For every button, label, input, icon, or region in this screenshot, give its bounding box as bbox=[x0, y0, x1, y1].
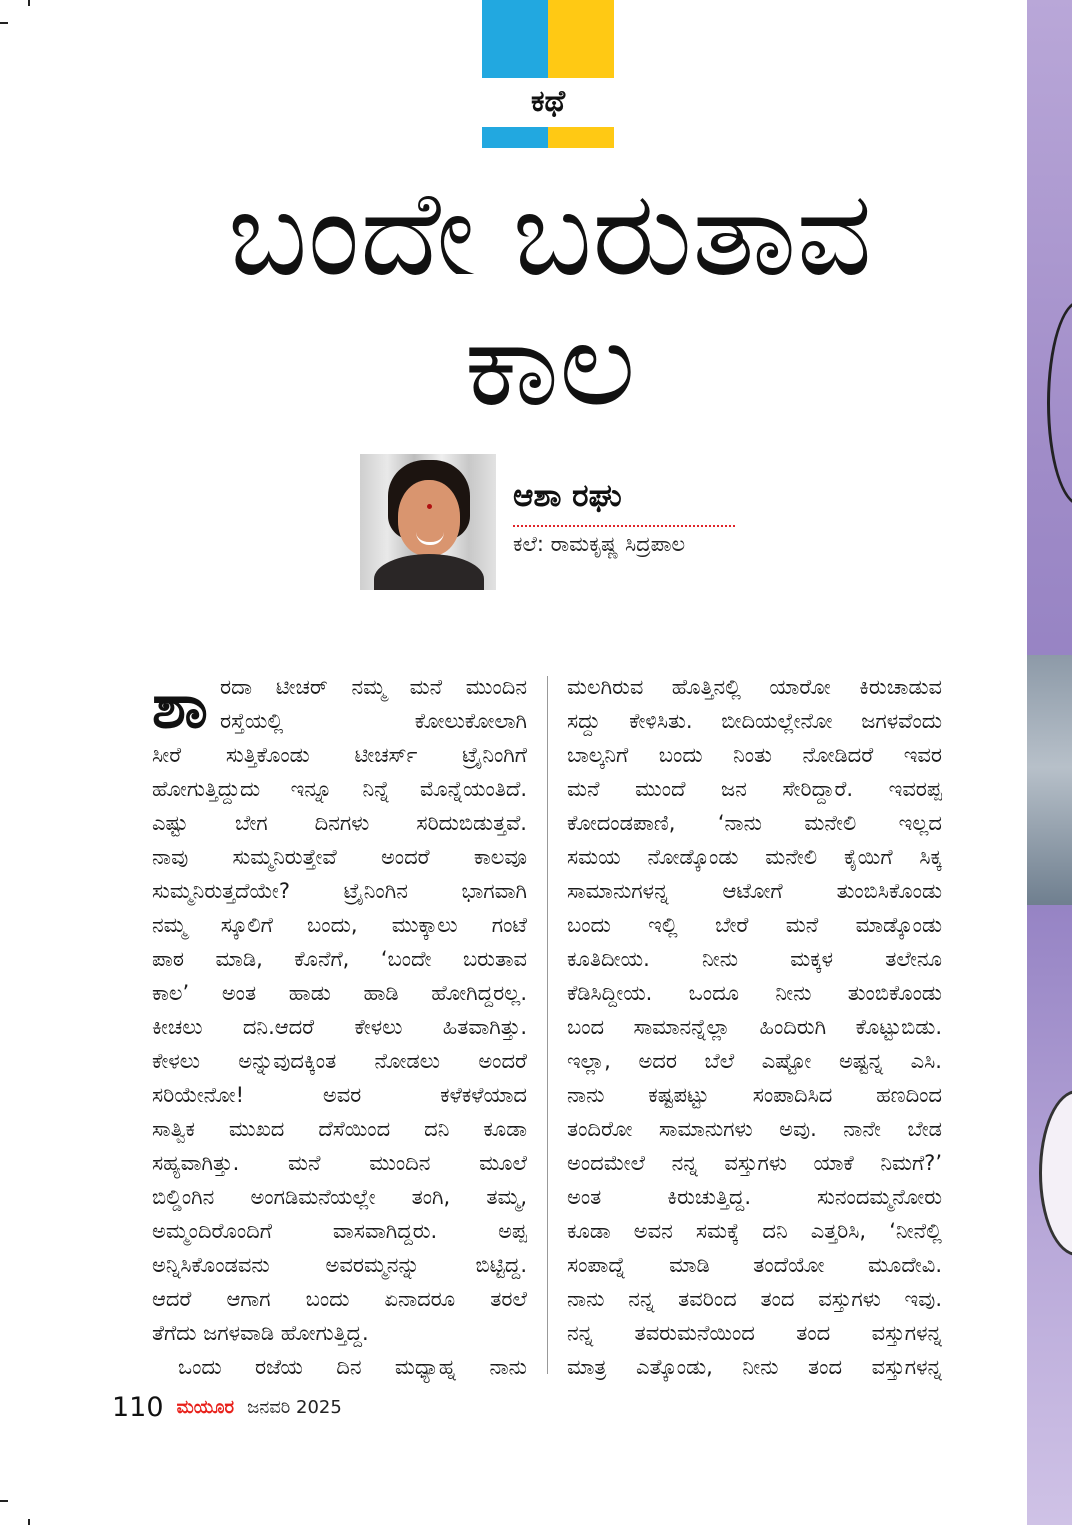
article-line: ಬಂದು ಇಲ್ಲಿ ಬೇರೆ ಮನೆ ಮಾಡ್ಕೊಂಡು bbox=[567, 913, 942, 937]
article-line: ಬಾಲ್ಕನಿಗೆ ಬಂದು ನಿಂತು ನೋಡಿದರೆ ಇವರ bbox=[567, 743, 942, 767]
article-line: ನನ್ನ ತವರುಮನೆಯಿಂದ ತಂದ ವಸ್ತುಗಳನ್ನ bbox=[567, 1321, 942, 1345]
article-line: ರಸ್ತೆಯಲ್ಲಿ ಕೋಲುಕೋಲಾಗಿ bbox=[220, 709, 527, 733]
article-line: ಸುಮ್ಮನಿರುತ್ತದೆಯೇ? ಟ್ರೈನಿಂಗಿನ ಭಾಗವಾಗಿ bbox=[152, 879, 527, 903]
section-label: ಕಥೆ bbox=[530, 84, 566, 119]
article-line: ಮನೆ ಮುಂದೆ ಜನ ಸೇರಿದ್ದಾರೆ. ಇವರಪ್ಪ bbox=[567, 777, 942, 801]
logo-yellow-block bbox=[548, 0, 614, 78]
author-photo bbox=[360, 454, 496, 590]
story-title-line-2: ಕಾಲ bbox=[464, 294, 636, 432]
illustration-curve bbox=[1047, 300, 1072, 506]
illustration-curve-lower bbox=[1039, 1090, 1072, 1256]
article-line: ಹೋಗುತ್ತಿದ್ದುದು ಇನ್ನೂ ನಿನ್ನೆ ಮೊನ್ನೆಯಂತಿದೆ. bbox=[152, 777, 527, 801]
illustration-credit: ಕಲೆ: ರಾಮಕೃಷ್ಣ ಸಿದ್ರಪಾಲ bbox=[513, 532, 686, 556]
article-line: ಸೀರೆ ಸುತ್ತಿಕೊಂಡು ಟೀಚರ್ಸ್ ಟ್ರೈನಿಂಗಿಗೆ bbox=[152, 743, 527, 767]
illustration-band bbox=[1027, 655, 1072, 905]
crop-mark bbox=[0, 22, 8, 24]
article-line: ಬಿಲ್ಡಿಂಗಿನ ಅಂಗಡಿಮನೆಯಲ್ಲೇ ತಂಗಿ, ತಮ್ಮ, bbox=[152, 1185, 527, 1209]
article-line: ಕಾಲ’ ಅಂತ ಹಾಡು ಹಾಡಿ ಹೋಗಿದ್ದರಲ್ಲ. bbox=[152, 981, 527, 1005]
article-line: ಅನ್ನಿಸಿಕೊಂಡವನು ಅವರಮ್ಮನನ್ನು ಬಿಟ್ಟಿದ್ದ. bbox=[152, 1253, 527, 1277]
article-line: ಸಾಮಾನುಗಳನ್ನ ಆಟೋಗೆ ತುಂಬಿಸಿಕೊಂಡು bbox=[567, 879, 942, 903]
article-line: ಅಂದಮೇಲೆ ನನ್ನ ವಸ್ತುಗಳು ಯಾಕೆ ನಿಮಗೆ?’ bbox=[567, 1151, 942, 1175]
author-name: ಆಶಾ ರಘು bbox=[513, 478, 622, 514]
crop-mark bbox=[28, 1519, 30, 1525]
article-line: ನಾವು ಸುಮ್ಮನಿರುತ್ತೇವೆ ಅಂದರೆ ಕಾಲವೂ bbox=[152, 845, 527, 869]
article-line: ಸಾತ್ವಿಕ ಮುಖದ ದೆಸೆಯಿಂದ ದನಿ ಕೂಡಾ bbox=[152, 1117, 527, 1141]
logo-yellow-bar bbox=[548, 127, 614, 148]
article-line: ಸಮಯ ನೋಡ್ಕೊಂಡು ಮನೇಲಿ ಕೈಯಿಗೆ ಸಿಕ್ಕ bbox=[567, 845, 942, 869]
article-line: ಸಂಪಾದ್ನೆ ಮಾಡಿ ತಂದೆಯೋ ಮೂದೇವಿ. bbox=[567, 1253, 942, 1277]
article-line: ನಾನು ಕಷ್ಟಪಟ್ಟು ಸಂಪಾದಿಸಿದ ಹಣದಿಂದ bbox=[567, 1083, 942, 1107]
article-line: ಪಾಠ ಮಾಡಿ, ಕೊನೆಗೆ, ‘ಬಂದೇ ಬರುತಾವ bbox=[152, 947, 527, 971]
column-divider bbox=[547, 676, 548, 1374]
article-line: ಆದರೆ ಆಗಾಗ ಬಂದು ಏನಾದರೂ ತರಲೆ bbox=[152, 1287, 527, 1311]
crop-mark bbox=[28, 0, 30, 6]
article-line: ಕೂತಿದೀಯ. ನೀನು ಮಕ್ಕಳ ತಲೇನೂ bbox=[567, 947, 942, 971]
article-line: ಕೀಚಲು ದನಿ.ಆದರೆ ಕೇಳಲು ಹಿತವಾಗಿತ್ತು. bbox=[152, 1015, 527, 1039]
article-line: ರದಾ ಟೀಚರ್ ನಮ್ಮ ಮನೆ ಮುಂದಿನ bbox=[220, 675, 527, 699]
article-line: ತೆಗೆದು ಜಗಳವಾಡಿ ಹೋಗುತ್ತಿದ್ದ. bbox=[152, 1321, 369, 1345]
article-line: ಇಲ್ಲಾ, ಅದರ ಬೆಲೆ ಎಷ್ಟೋ ಅಷ್ಟನ್ನ ಎಸಿ. bbox=[567, 1049, 942, 1073]
logo-blue-bar bbox=[482, 127, 548, 148]
article-line: ನಾನು ನನ್ನ ತವರಿಂದ ತಂದ ವಸ್ತುಗಳು ಇವು. bbox=[567, 1287, 942, 1311]
article-column-right bbox=[567, 670, 942, 1384]
story-title-line-1: ಬಂದೇ ಬರುತಾವ bbox=[227, 164, 873, 302]
section-logo bbox=[482, 0, 614, 148]
byline-divider bbox=[513, 525, 735, 527]
article-line: ಒಂದು ರಜೆಯ ದಿನ ಮಧ್ಯಾಹ್ನ ನಾನು bbox=[178, 1355, 527, 1379]
article-line: ಅಂತ ಕಿರುಚುತ್ತಿದ್ದ. ಸುನಂದಮ್ಮನೋರು bbox=[567, 1185, 942, 1209]
article-line: ಎಷ್ಟು ಬೇಗ ದಿನಗಳು ಸರಿದುಬಿಡುತ್ತವೆ. bbox=[152, 811, 527, 835]
article-line: ಸರಿಯೇನೋ! ಅವರ ಕಳೆಕಳೆಯಾದ bbox=[152, 1083, 527, 1107]
article-line: ತಂದಿರೋ ಸಾಮಾನುಗಳು ಅವು. ನಾನೇ ಬೇಡ bbox=[567, 1117, 942, 1141]
page-footer bbox=[112, 1392, 342, 1428]
illustration-strip bbox=[1027, 0, 1072, 1525]
article-line: ಬಂದ ಸಾಮಾನನ್ನೆಲ್ಲಾ ಹಿಂದಿರುಗಿ ಕೊಟ್ಟುಬಿಡು. bbox=[567, 1015, 942, 1039]
page-number: 110 bbox=[112, 1392, 164, 1423]
article-column-left bbox=[152, 670, 527, 1384]
article-line: ಕೇಳಲು ಅನ್ನುವುದಕ್ಕಿಂತ ನೋಡಲು ಅಂದರೆ bbox=[152, 1049, 527, 1073]
article-line: ಮಾತ್ರ ಎತ್ಕೊಂಡು, ನೀನು ತಂದ ವಸ್ತುಗಳನ್ನ bbox=[567, 1355, 942, 1379]
drop-cap: ಶಾ bbox=[152, 669, 208, 742]
article-line: ಕೋದಂಡಪಾಣಿ, ‘ನಾನು ಮನೇಲಿ ಇಲ್ಲದ bbox=[567, 811, 942, 835]
article-line: ಅಮ್ಮಂದಿರೊಂದಿಗೆ ವಾಸವಾಗಿದ್ದರು. ಅಪ್ಪ bbox=[152, 1219, 527, 1243]
crop-mark bbox=[0, 1500, 8, 1502]
article-line: ನಮ್ಮ ಸ್ಕೂಲಿಗೆ ಬಂದು, ಮುಕ್ಕಾಲು ಗಂಟೆ bbox=[152, 913, 527, 937]
article-line: ಸದ್ದು ಕೇಳಿಸಿತು. ಬೀದಿಯಲ್ಲೇನೋ ಜಗಳವೆಂದು bbox=[567, 709, 942, 733]
article-line: ಕೂಡಾ ಅವನ ಸಮಕ್ಕೆ ದನಿ ಎತ್ತರಿಸಿ, ‘ನೀನೆಲ್ಲಿ bbox=[567, 1219, 942, 1243]
logo-blue-block bbox=[482, 0, 548, 78]
magazine-logo: ಮಯೂರ bbox=[176, 1397, 235, 1418]
article-line: ಸಹ್ಯವಾಗಿತ್ತು. ಮನೆ ಮುಂದಿನ ಮೂಲೆ bbox=[152, 1151, 527, 1175]
article-line: ಮಲಗಿರುವ ಹೊತ್ತಿನಲ್ಲಿ ಯಾರೋ ಕಿರುಚಾಡುವ bbox=[567, 675, 942, 699]
article-line: ಕೆಡಿಸಿದ್ದೀಯ. ಒಂದೂ ನೀನು ತುಂಬಿಕೊಂಡು bbox=[567, 981, 942, 1005]
issue-date: ಜನವರಿ 2025 bbox=[247, 1397, 342, 1418]
